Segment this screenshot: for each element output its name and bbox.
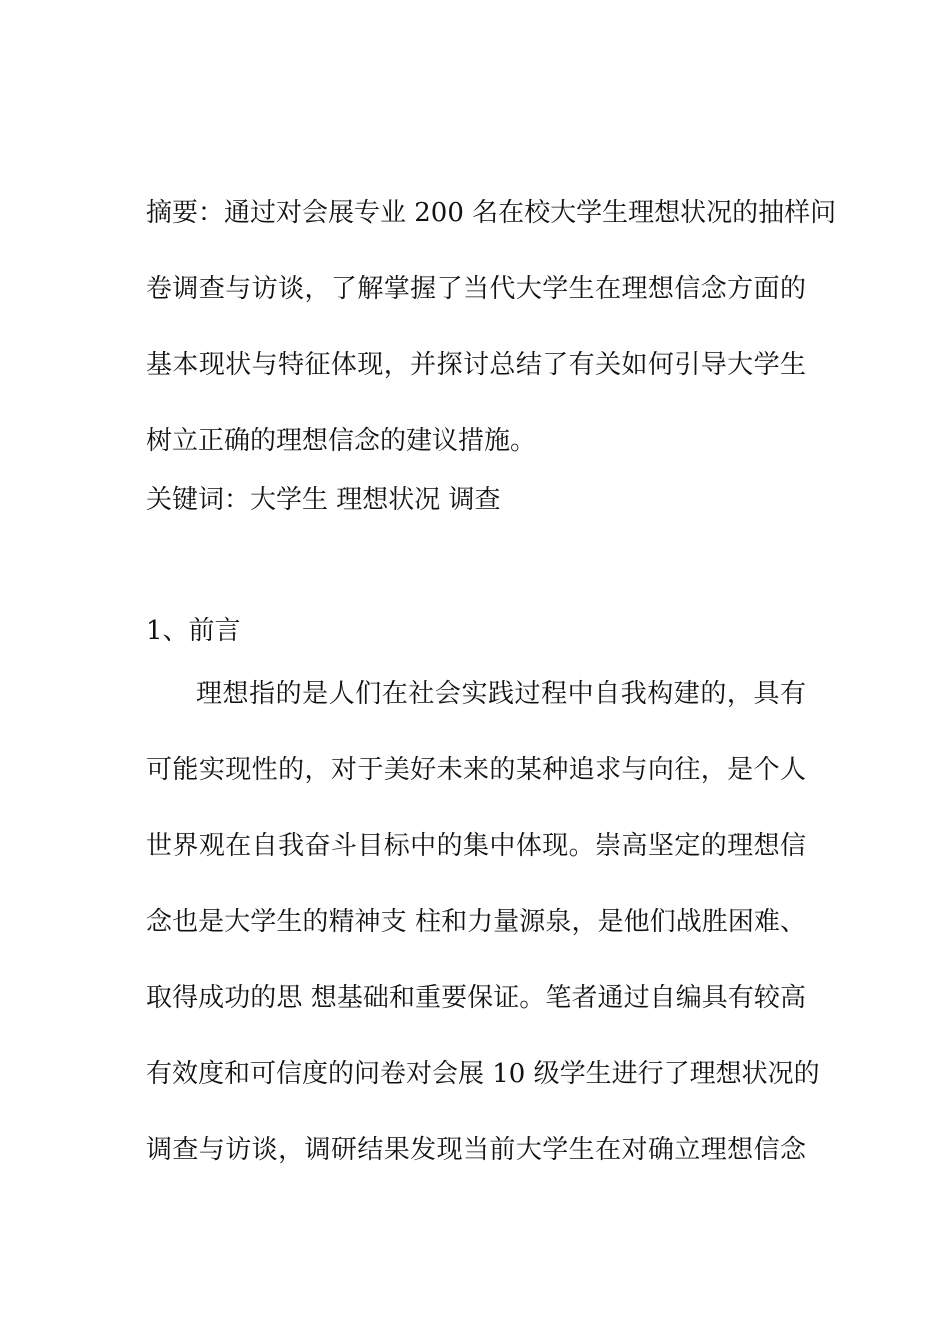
paragraph-line: 可能实现性的，对于美好未来的某种追求与向往，是个人 xyxy=(146,755,806,785)
section-heading: 1、前言 xyxy=(146,616,241,646)
paragraph-line: 取得成功的思 想基础和重要保证。笔者通过自编具有较高 xyxy=(146,983,806,1013)
abstract-line: 摘要：通过对会展专业 200 名在校大学生理想状况的抽样问 xyxy=(146,198,837,228)
keywords-line: 关键词：大学生 理想状况 调查 xyxy=(146,485,501,515)
paragraph-line: 理想指的是人们在社会实践过程中自我构建的，具有 xyxy=(196,679,806,709)
abstract-line: 树立正确的理想信念的建议措施。 xyxy=(146,426,537,456)
paragraph-line: 念也是大学生的精神支 柱和力量源泉，是他们战胜困难、 xyxy=(146,907,806,937)
abstract-line: 卷调查与访谈，了解掌握了当代大学生在理想信念方面的 xyxy=(146,274,806,304)
abstract-line: 基本现状与特征体现，并探讨总结了有关如何引导大学生 xyxy=(146,350,806,380)
paragraph-line: 调查与访谈，调研结果发现当前大学生在对确立理想信念 xyxy=(146,1135,806,1165)
paragraph-line: 世界观在自我奋斗目标中的集中体现。崇高坚定的理想信 xyxy=(146,831,806,861)
paragraph-line: 有效度和可信度的问卷对会展 10 级学生进行了理想状况的 xyxy=(146,1059,820,1089)
